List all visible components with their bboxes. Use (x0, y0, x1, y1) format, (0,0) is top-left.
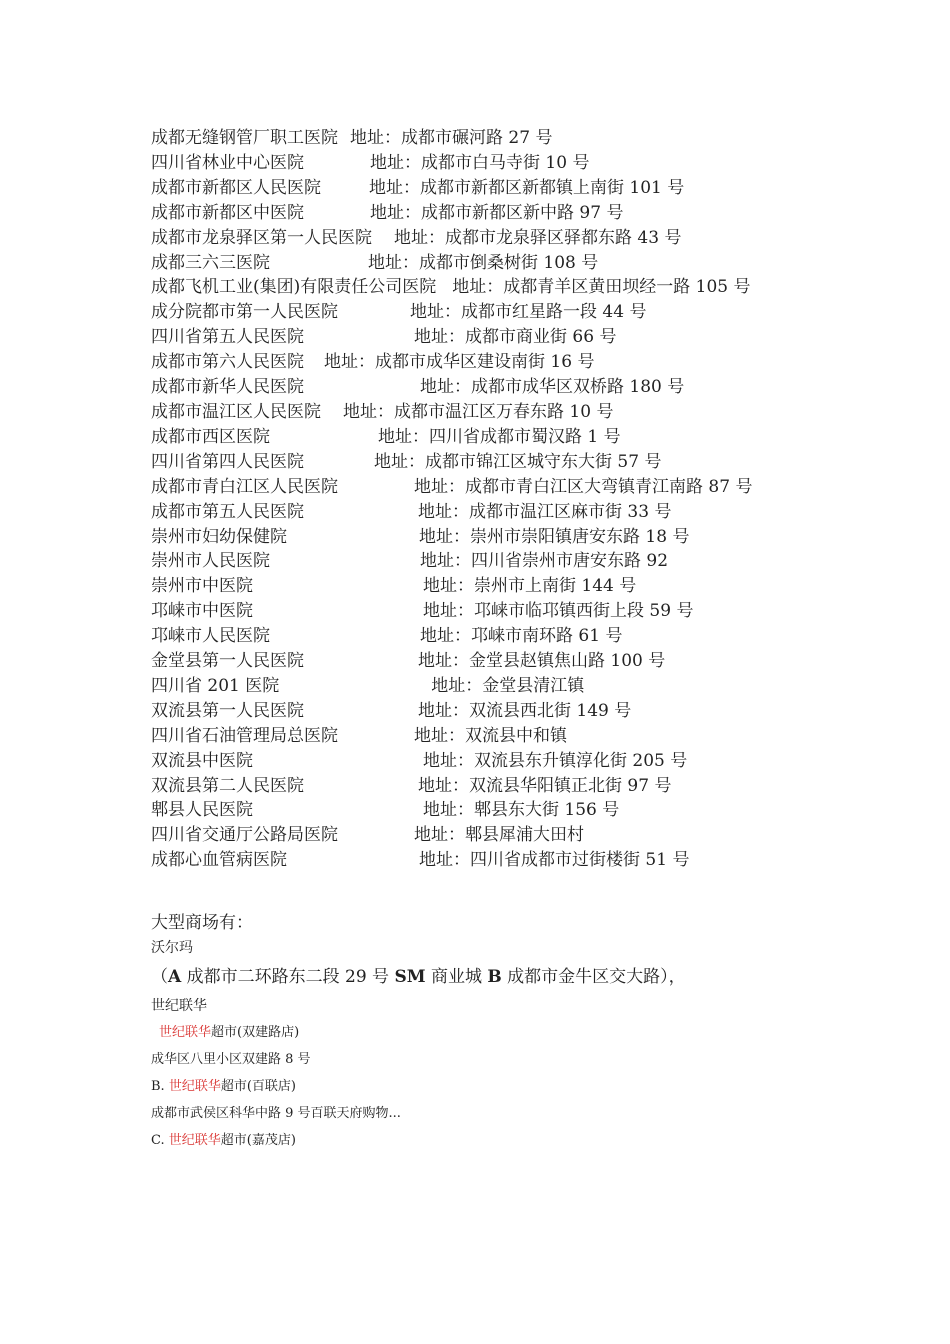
address-label: 地址： (410, 302, 461, 323)
hospital-name: 四川省石油管理局总医院 (151, 725, 338, 746)
hospital-address: 四川省崇州市唐安东路 92 (471, 551, 669, 572)
store-b-brand: 世纪联华 (168, 1079, 221, 1095)
hospital-name: 四川省交通厅公路局医院 (151, 825, 338, 846)
store-b-prefix: B. (151, 1079, 169, 1095)
address-label: 地址： (368, 252, 419, 273)
hospital-row (151, 749, 801, 774)
address-label: 地址： (414, 327, 465, 348)
hospital-row (151, 798, 801, 823)
hospital-row (151, 848, 801, 873)
address-label: 地址： (420, 377, 471, 398)
hospital-address: 成都市商业街 66 号 (465, 327, 617, 348)
hospital-address: 成都市成华区建设南街 16 号 (375, 352, 595, 373)
hospital-row (151, 450, 801, 475)
hospital-row (151, 525, 801, 550)
hospital-name: 金堂县第一人民医院 (151, 651, 304, 672)
hospital-row (151, 400, 801, 425)
hospital-row (151, 226, 801, 251)
address-label: 地址： (374, 451, 425, 472)
walmart-b-address: 成都市金牛区交大路）， (501, 967, 686, 988)
address-label: 地址： (423, 601, 474, 622)
address-label: 地址： (414, 825, 465, 846)
hospital-name: 四川省第四人民医院 (151, 451, 304, 472)
address-label: 地址： (423, 800, 474, 821)
hospital-row (151, 549, 801, 574)
hospital-address: 郫县犀浦大田村 (465, 825, 584, 846)
address-label: 地址： (369, 177, 420, 198)
hospital-name: 成分院都市第一人民医院 (151, 302, 338, 323)
document-page (151, 126, 801, 1154)
store-a-address: 成华区八里小区双建路 8 号 (151, 1052, 311, 1068)
hospital-address: 成都市成华区双桥路 180 号 (471, 377, 685, 398)
hospital-name: 成都市新华人民医院 (151, 377, 304, 398)
hospital-row (151, 275, 801, 300)
hospital-address: 成都市新都区新中路 97 号 (421, 202, 624, 223)
hospital-name: 郫县人民医院 (151, 800, 253, 821)
hospital-address: 双流县东升镇淳化街 205 号 (474, 750, 688, 771)
store-c-type: 超市(嘉茂店) (220, 1133, 296, 1149)
walmart-paren-open: （ (151, 967, 168, 988)
address-label: 地址： (418, 651, 469, 672)
address-label: 地址： (418, 700, 469, 721)
hospital-row (151, 674, 801, 699)
hospital-name: 邛崃市中医院 (151, 601, 253, 622)
hospital-address: 双流县西北街 149 号 (469, 700, 632, 721)
store-b (151, 1073, 801, 1100)
hospital-row (151, 176, 801, 201)
hospital-address: 四川省成都市过街楼街 51 号 (470, 850, 690, 871)
walmart-a-sm: SM (394, 967, 426, 988)
hospital-row (151, 649, 801, 674)
store-a-brand: 世纪联华 (159, 1025, 212, 1041)
hospital-name: 崇州市中医院 (151, 576, 253, 597)
hospital-list (151, 126, 801, 873)
hospital-address: 金堂县赵镇焦山路 100 号 (469, 651, 666, 672)
hospital-row (151, 699, 801, 724)
address-label: 地址： (350, 128, 401, 148)
hospital-address: 成都市锦江区城守东大街 57 号 (425, 451, 662, 472)
hospital-name: 成都市第六人民医院 (151, 352, 304, 373)
address-label: 地址： (431, 675, 483, 696)
hospital-row (151, 475, 801, 500)
address-label: 地址： (378, 426, 429, 447)
hospital-row (151, 325, 801, 350)
address-label: 地址： (452, 277, 504, 298)
hospital-row (151, 724, 801, 749)
store-c (151, 1127, 801, 1154)
hospital-name: 成都三六三医院 (151, 252, 270, 273)
hospital-name: 双流县第一人民医院 (151, 700, 304, 721)
hospital-address: 邛崃市南环路 61 号 (471, 626, 623, 647)
hospital-address: 成都市新都区新都镇上南街 101 号 (420, 177, 685, 198)
hospital-row (151, 425, 801, 450)
hospital-name: 成都市新都区中医院 (151, 202, 304, 223)
hospital-name: 成都市青白江区人民医院 (151, 476, 338, 497)
hospital-name: 成都无缝钢管厂职工医院 (151, 128, 338, 148)
address-label: 地址： (343, 401, 394, 422)
store-b-type: 超市(百联店) (220, 1079, 296, 1095)
hospital-name: 成都市新都区人民医院 (151, 177, 321, 198)
walmart-a-tail: 商业城 (425, 967, 488, 988)
hospital-row (151, 151, 801, 176)
hospital-row (151, 500, 801, 525)
hospital-name: 成都市温江区人民医院 (151, 401, 321, 422)
hospital-address: 成都市温江区万春东路 10 号 (394, 401, 614, 422)
address-label: 地址： (370, 152, 421, 173)
malls-title: 大型商场有： (151, 913, 253, 934)
address-label: 地址： (423, 750, 474, 771)
hospital-row (151, 375, 801, 400)
hospital-name: 崇州市人民医院 (151, 551, 270, 572)
hospital-name: 崇州市妇幼保健院 (151, 526, 287, 547)
hospital-address: 成都市白马寺街 10 号 (421, 152, 590, 173)
hospital-name: 四川省 201 医院 (151, 675, 280, 696)
address-label: 地址： (414, 725, 465, 746)
hospital-name: 四川省第五人民医院 (151, 327, 304, 348)
hospital-address: 成都市倒桑树街 108 号 (419, 252, 599, 273)
address-label: 地址： (420, 551, 471, 572)
address-label: 地址： (420, 626, 471, 647)
address-label: 地址： (419, 526, 470, 547)
hospital-name: 双流县第二人民医院 (151, 775, 304, 796)
hospital-name: 成都市第五人民医院 (151, 501, 304, 522)
address-label: 地址： (418, 501, 469, 522)
hospital-name: 双流县中医院 (151, 750, 253, 771)
hospital-address: 四川省成都市蜀汉路 1 号 (429, 426, 621, 447)
hospital-address: 崇州市上南街 144 号 (474, 576, 637, 597)
store-b-address: 成都市武侯区科华中路 9 号百联天府购物... (151, 1106, 401, 1122)
hospital-row (151, 823, 801, 848)
hospital-address: 双流县中和镇 (465, 725, 567, 746)
hospital-row (151, 300, 801, 325)
hospital-row (151, 251, 801, 276)
hospital-address: 郫县东大街 156 号 (474, 800, 620, 821)
hospital-address: 成都青羊区黄田坝经一路 105 号 (503, 277, 751, 298)
hospital-address: 双流县华阳镇正北街 97 号 (469, 775, 672, 796)
walmart-name: 沃尔玛 (151, 940, 193, 957)
hospital-name: 邛崃市人民医院 (151, 626, 270, 647)
hospital-address: 金堂县清江镇 (482, 675, 585, 696)
address-label: 地址： (394, 227, 445, 248)
hospital-name: 成都心血管病医院 (151, 850, 287, 871)
walmart-address (151, 961, 801, 993)
hospital-row (151, 624, 801, 649)
walmart-a-address: 成都市二环路东二段 29 号 (181, 967, 395, 988)
hospital-name: 四川省林业中心医院 (151, 152, 304, 173)
hospital-name: 成都飞机工业(集团)有限责任公司医院 (151, 277, 437, 298)
hospital-row (151, 574, 801, 599)
hospital-address: 邛崃市临邛镇西街上段 59 号 (474, 601, 694, 622)
hospital-name: 成都市西区医院 (151, 426, 270, 447)
hospital-address: 成都市碾河路 27 号 (401, 128, 553, 148)
store-c-prefix: C. (151, 1133, 169, 1149)
hospital-row (151, 126, 801, 151)
hospital-row (151, 350, 801, 375)
hospital-address: 崇州市崇阳镇唐安东路 18 号 (470, 526, 690, 547)
address-label: 地址： (418, 775, 469, 796)
address-label: 地址： (419, 850, 470, 871)
hospital-name: 成都市龙泉驿区第一人民医院 (151, 227, 372, 248)
walmart-b-letter: B (487, 967, 502, 988)
lianhua-name: 世纪联华 (151, 998, 207, 1015)
store-c-brand: 世纪联华 (168, 1133, 221, 1149)
address-label: 地址： (324, 352, 375, 373)
walmart-a-letter: A (168, 967, 182, 988)
address-label: 地址： (370, 202, 421, 223)
hospital-address: 成都市青白江区大弯镇青江南路 87 号 (465, 476, 753, 497)
hospital-row (151, 201, 801, 226)
hospital-address: 成都市温江区麻市街 33 号 (469, 501, 672, 522)
hospital-address: 成都市龙泉驿区驿都东路 43 号 (445, 227, 682, 248)
store-a-type: 超市(双建路店) (211, 1025, 300, 1041)
hospital-address: 成都市红星路一段 44 号 (461, 302, 647, 323)
hospital-row (151, 599, 801, 624)
address-label: 地址： (414, 476, 465, 497)
store-a (151, 1019, 801, 1046)
address-label: 地址： (423, 576, 474, 597)
hospital-row (151, 774, 801, 799)
